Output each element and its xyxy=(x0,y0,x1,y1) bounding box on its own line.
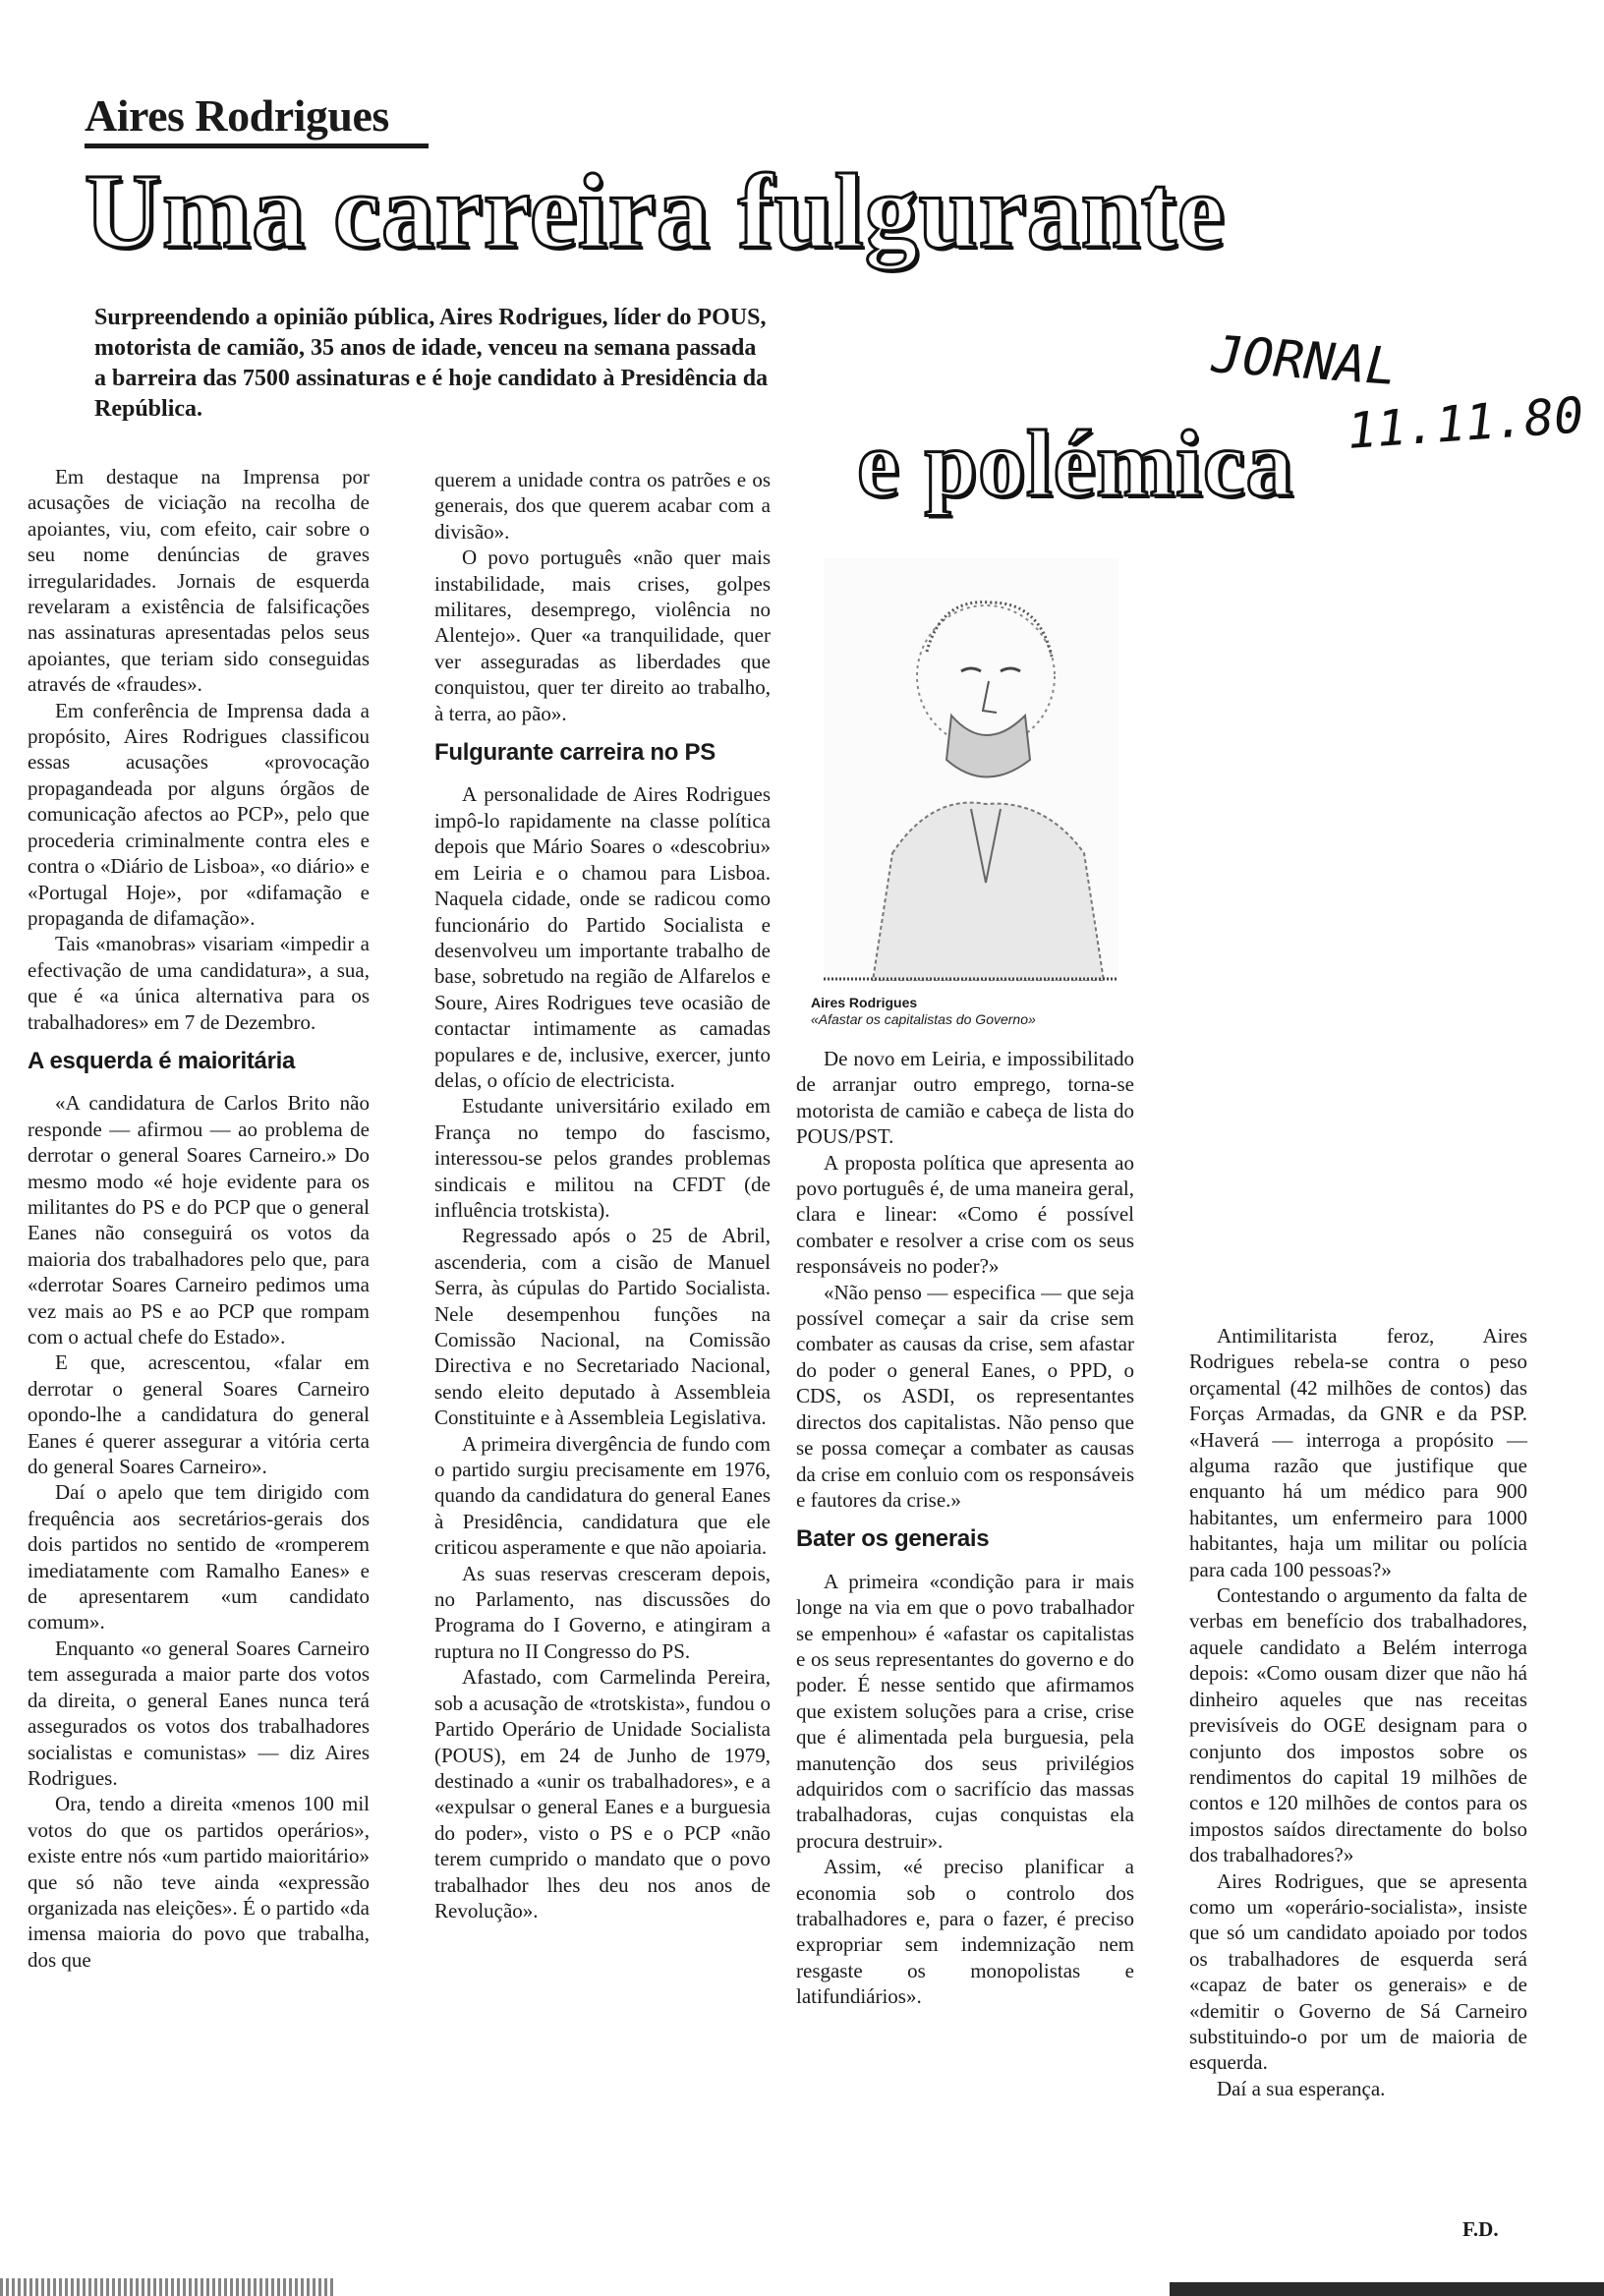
lead-paragraph xyxy=(94,303,773,425)
article-column-4 xyxy=(1189,1323,1527,2101)
article-column-3 xyxy=(796,1046,1134,2010)
scan-edge-shadow xyxy=(1170,2282,1604,2296)
paragraph: Em conferência de Imprensa dada a propósito, Aires Rodrigues classificou essas acusações «provocação propagandeada por alguns órgãos de comunicação afectos ao PCP», pelo que procederia criminalmente contra eles e contra o «Diário de Lisboa», «o diário» e «Portugal Hoje», por «difamação e propaganda de difamação». xyxy=(28,698,370,930)
paragraph: Assim, «é preciso planificar a economia sob o controlo dos trabalhadores e, para o fazer, é preciso expropriar sem indemnização nem resgaste os monopolistas e latifundiários». xyxy=(796,1855,1134,2009)
paragraph: A proposta política que apresenta ao povo português é, de uma maneira geral, clara e linear: «Como é possível combater e resolver a crise com os seus responsáveis no poder?» xyxy=(796,1150,1134,1279)
author-signature: F.D. xyxy=(1462,2217,1499,2241)
handwritten-line-1: JORNAL xyxy=(1210,325,1399,398)
lead-text: Surpreendendo a opinião pública, Aires Rodrigues, líder do POUS, motorista de camião, 35 anos de idade, venceu na semana passada a barreira das 7500 assinaturas e é hoje candidato à Presidência da República. xyxy=(94,305,769,422)
paragraph: «A candidatura de Carlos Brito não responde — afirmou — ao problema de derrotar o general Soares Carneiro.» Do mesmo modo «é hoje evidente para os militantes do PS e do PCP que o general Eanes não conseguirá os votos da maioria dos trabalhadores pelo que, para «derrotar Soares Carneiro pedimos uma vez mais ao PS e ao PCP que rompam com o actual chefe do Estado». xyxy=(28,1091,370,1349)
paragraph: Contestando o argumento da falta de verbas em benefício dos trabalhadores, aquele candidato a Belém interroga depois: «Como ousam dizer que não há dinheiro aqueles que nas receitas previsíveis do OGE designam para o conjunto dos impostos sobre os rendimentos do capital 19 milhões de contos e 120 milhões de contos para os impostos saídos directamente do bolso dos trabalhadores?» xyxy=(1189,1583,1527,1867)
paragraph: Em destaque na Imprensa por acusações de viciação na recolha de apoiantes, viu, com efeito, cair sobre o seu nome denúncias de graves irregularidades. Jornais de esquerda revelaram a existência de falsificações nas assinaturas apresentadas pelos seus apoiantes, que teriam sido conseguidas através de «fraudes». xyxy=(28,465,370,697)
paragraph: As suas reservas cresceram depois, no Parlamento, nas discussões do Programa do I Governo, e atingiram a ruptura no II Congresso do PS. xyxy=(434,1561,771,1663)
headline: Uma carreira fulgurante xyxy=(85,153,1226,270)
subheading-fulgurante-carreira: Fulgurante carreira no PS xyxy=(434,739,716,767)
paragraph: Ora, tendo a direita «menos 100 mil votos do que os partidos operários», existe entre nós «um partido maioritário» que só não teve ainda «expressão organizada nas eleições». É o partido «da imensa maioria do povo que trabalha, dos que xyxy=(28,1792,370,1972)
portrait-photo xyxy=(824,558,1118,981)
caption-name: Aires Rodrigues xyxy=(811,995,918,1010)
paragraph: A primeira divergência de fundo com o partido surgiu precisamente em 1976, quando da candidatura do general Eanes à Presidência, candidatura que ele criticou asperamente e que não apoiaria. xyxy=(434,1431,771,1560)
subheading-bater-generais: Bater os generais xyxy=(796,1525,990,1553)
paragraph: A primeira «condição para ir mais longe na via em que o povo trabalhador se empenhou» é «afastar os capitalistas e os seus representantes do governo e do poder. É nesse sentido que afirmamos que existem soluções para a crise, crise que é alimentada pela burguesia, pela manutenção dos seus privilégios adquiridos com o sacrifício das massas trabalhadoras, cujas conquistas ela procura destruir». xyxy=(796,1569,1134,1853)
paragraph: Enquanto «o general Soares Carneiro tem assegurada a maior parte dos votos da direita, o general Eanes nunca terá assegurados os votos dos trabalhadores socialistas e comunistas» — diz Aires Rodrigues. xyxy=(28,1636,370,1790)
paragraph: Afastado, com Carmelinda Pereira, sob a acusação de «trotskista», fundou o Partido Operário de Unidade Socialista (POUS), em 24 de Junho de 1979, destinado a «unir os trabalhadores», e a «expulsar o general Eanes e a burguesia do poder», visto o PS e o PCP «não terem cumprido o mandato que o povo trabalhador lhes deu nos anos de Revolução». xyxy=(434,1665,771,1923)
paragraph: Regressado após o 25 de Abril, ascenderia, com a cisão de Manuel Serra, às cúpulas do Partido Socialista. Nele desempenhou funções na Comissão Nacional, na Comissão Directiva e no Secretariado Nacional, sendo eleito deputado à Assembleia Constituinte e à Assembleia Legislativa. xyxy=(434,1224,771,1430)
paragraph: Antimilitarista feroz, Aires Rodrigues rebela-se contra o peso orçamental (42 milhões de contos) das Forças Armadas, da GNR e da PSP. «Haverá — interroga a propósito — alguma razão que justifique que enquanto há um médico para 900 habitantes, um enfermeiro para 1000 habitantes, haja um militar ou polícia para cada 100 pessoas?» xyxy=(1189,1324,1527,1581)
photo-caption xyxy=(811,995,1165,1028)
scan-edge-texture xyxy=(0,2278,334,2296)
article-column-2 xyxy=(434,467,771,1923)
article-column-1 xyxy=(28,464,370,1973)
paragraph: O povo português «não quer mais instabilidade, mais crises, golpes militares, desemprego, violência no Alentejo». Quer «a tranquilidade, quer ver asseguradas as liberdades que conquistou, quer ter direito ao trabalho, à terra, ao pão». xyxy=(434,545,771,725)
paragraph: Estudante universitário exilado em França no tempo do fascismo, interessou-se pelos grandes problemas sindicais e militou na CFDT (de influência trotskista). xyxy=(434,1094,771,1222)
portrait-drawing xyxy=(824,558,1118,981)
headline-part-2: e polémica xyxy=(857,411,1294,516)
paragraph: A personalidade de Aires Rodrigues impô-lo rapidamente na classe política depois que Mário Soares o «descobriu» em Leiria e o chamou para Lisboa. Naquela cidade, onde se radicou como funcionário do Partido Socialista e desenvolveu um importante trabalho de base, sobretudo na região de Alfarelos e Soure, Aires Rodrigues teve ocasião de contactar intimamente as camadas populares e de, inclusive, exercer, junto delas, o ofício de electricista. xyxy=(434,782,771,1092)
handwritten-line-2: 11.11.80 xyxy=(1345,386,1586,460)
paragraph: Aires Rodrigues, que se apresenta como um «operário-socialista», insiste que só um candidato apoiado por todos os trabalhadores de esquerda será «capaz de bater os generais» e de «demitir o Governo de Sá Carneiro substituindo-o por um de maioria de esquerda. xyxy=(1189,1868,1527,2075)
paragraph: Daí a sua esperança. xyxy=(1217,2076,1386,2100)
subheading-esquerda-maioritaria: A esquerda é maioritária xyxy=(28,1047,296,1074)
paragraph: «Não penso — especifica — que seja possível começar a sair da crise sem combater as causas da crise, sem afastar do poder o general Eanes, o PPD, o CDS, os ASDI, os representantes directos dos capitalistas. Não penso que se possa começar a combater as causas da crise em conluio com os responsáveis e fautores da crise.» xyxy=(796,1280,1134,1512)
paragraph: E que, acrescentou, «falar em derrotar o general Soares Carneiro opondo-lhe a candidatura do general Eanes é querer assegurar a vitória certa do general Soares Carneiro». xyxy=(28,1350,370,1479)
paragraph: De novo em Leiria, e impossibilitado de arranjar outro emprego, torna-se motorista de camião e cabeça de lista do POUS/PST. xyxy=(796,1047,1134,1149)
kicker-author-name: Aires Rodrigues xyxy=(85,90,429,148)
paragraph: Daí o apelo que tem dirigido com frequência aos secretários-gerais dos dois partidos no sentido de «romperem imediatamente com Ramalho Eanes» e de apresentarem «um candidato comum». xyxy=(28,1480,370,1635)
paragraph: querem a unidade contra os patrões e os generais, dos que querem acabar com a divisão». xyxy=(434,468,771,544)
caption-quote: «Afastar os capitalistas do Governo» xyxy=(811,1011,1036,1027)
paragraph: Tais «manobras» visariam «impedir a efectivação de uma candidatura», a sua, que é «a única alternativa para os trabalhadores» em 7 de Dezembro. xyxy=(28,932,370,1034)
